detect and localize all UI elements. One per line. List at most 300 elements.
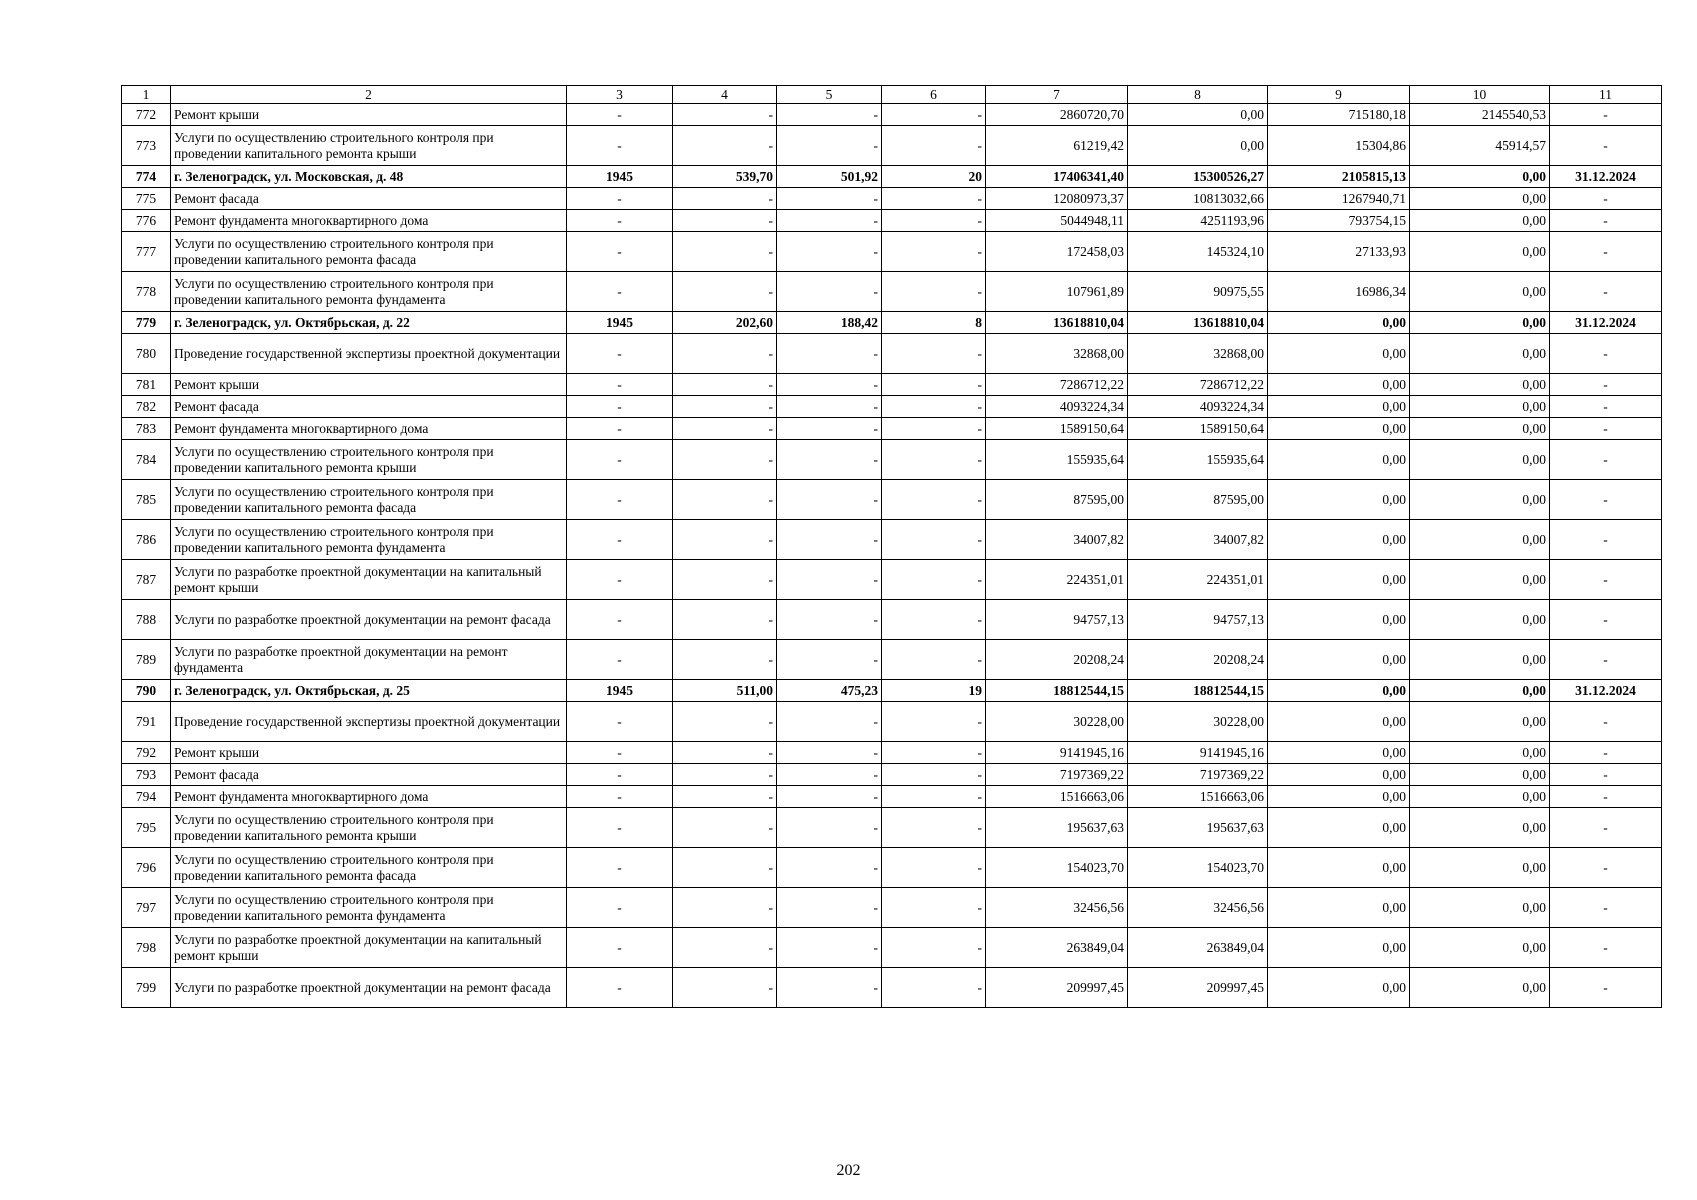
value-cell: 0,00 <box>1410 334 1550 374</box>
value-cell: 0,00 <box>1268 520 1410 560</box>
value-cell: - <box>882 888 986 928</box>
table-row <box>122 418 1662 440</box>
value-cell: 263849,04 <box>986 928 1128 968</box>
value-cell: 20 <box>882 166 986 188</box>
table-row-address <box>122 166 1662 188</box>
value-cell: - <box>673 928 777 968</box>
value-cell: - <box>882 702 986 742</box>
column-number: 11 <box>1550 86 1662 104</box>
value-cell: 12080973,37 <box>986 188 1128 210</box>
table-row <box>122 786 1662 808</box>
table-row <box>122 808 1662 848</box>
value-cell: 1516663,06 <box>1128 786 1268 808</box>
value-cell: - <box>1550 520 1662 560</box>
value-cell: - <box>673 640 777 680</box>
table-row <box>122 374 1662 396</box>
value-cell: - <box>1550 396 1662 418</box>
item-name-cell: Ремонт фундамента многоквартирного дома <box>171 418 567 440</box>
item-name-cell: Ремонт фундамента многоквартирного дома <box>171 786 567 808</box>
value-cell: 34007,82 <box>986 520 1128 560</box>
value-cell: - <box>777 764 882 786</box>
item-name-cell: Ремонт фасада <box>171 396 567 418</box>
row-number-cell: 774 <box>122 166 171 188</box>
value-cell: 0,00 <box>1410 440 1550 480</box>
value-cell: 793754,15 <box>1268 210 1410 232</box>
value-cell: - <box>567 126 673 166</box>
value-cell: 4093224,34 <box>1128 396 1268 418</box>
value-cell: 0,00 <box>1268 968 1410 1008</box>
value-cell: - <box>567 396 673 418</box>
column-number: 10 <box>1410 86 1550 104</box>
row-number-cell: 776 <box>122 210 171 232</box>
value-cell: - <box>882 126 986 166</box>
value-cell: 0,00 <box>1410 888 1550 928</box>
value-cell: 224351,01 <box>986 560 1128 600</box>
table-row <box>122 334 1662 374</box>
value-cell: 0,00 <box>1410 418 1550 440</box>
value-cell: 7197369,22 <box>986 764 1128 786</box>
row-number-cell: 783 <box>122 418 171 440</box>
value-cell: - <box>1550 600 1662 640</box>
value-cell: 0,00 <box>1410 188 1550 210</box>
item-name-cell: Услуги по разработке проектной документации на ремонт фасада <box>171 600 567 640</box>
row-number-cell: 789 <box>122 640 171 680</box>
item-name-cell: Ремонт крыши <box>171 104 567 126</box>
value-cell: 27133,93 <box>1268 232 1410 272</box>
value-cell: - <box>777 188 882 210</box>
value-cell: 90975,55 <box>1128 272 1268 312</box>
value-cell: 17406341,40 <box>986 166 1128 188</box>
value-cell: - <box>882 232 986 272</box>
register-sheet <box>121 85 1661 1008</box>
value-cell: 263849,04 <box>1128 928 1268 968</box>
value-cell: - <box>567 104 673 126</box>
value-cell: - <box>673 104 777 126</box>
value-cell: - <box>777 232 882 272</box>
value-cell: 1945 <box>567 312 673 334</box>
table-row <box>122 210 1662 232</box>
value-cell: - <box>777 104 882 126</box>
value-cell: - <box>777 272 882 312</box>
value-cell: 7197369,22 <box>1128 764 1268 786</box>
value-cell: 30228,00 <box>986 702 1128 742</box>
item-name-cell: Услуги по осуществлению строительного контроля при проведении капитального ремонта фундамента <box>171 888 567 928</box>
value-cell: 0,00 <box>1268 786 1410 808</box>
value-cell: 94757,13 <box>1128 600 1268 640</box>
value-cell: - <box>673 848 777 888</box>
item-name-cell: Услуги по осуществлению строительного контроля при проведении капитального ремонта фундамента <box>171 272 567 312</box>
value-cell: - <box>567 848 673 888</box>
value-cell: - <box>673 888 777 928</box>
value-cell: - <box>882 968 986 1008</box>
item-name-cell: Услуги по осуществлению строительного контроля при проведении капитального ремонта фасада <box>171 848 567 888</box>
table-row <box>122 104 1662 126</box>
value-cell: 475,23 <box>777 680 882 702</box>
item-name-cell: Услуги по разработке проектной документации на ремонт фасада <box>171 968 567 1008</box>
value-cell: 1589150,64 <box>986 418 1128 440</box>
value-cell: - <box>777 888 882 928</box>
row-number-cell: 787 <box>122 560 171 600</box>
value-cell: 0,00 <box>1268 764 1410 786</box>
value-cell: - <box>777 786 882 808</box>
value-cell: 0,00 <box>1410 968 1550 1008</box>
value-cell: - <box>567 440 673 480</box>
value-cell: 0,00 <box>1410 272 1550 312</box>
value-cell: 15304,86 <box>1268 126 1410 166</box>
row-number-cell: 792 <box>122 742 171 764</box>
value-cell: - <box>1550 126 1662 166</box>
value-cell: 501,92 <box>777 166 882 188</box>
item-name-cell: Услуги по осуществлению строительного контроля при проведении капитального ремонта фасада <box>171 480 567 520</box>
table-row-address <box>122 680 1662 702</box>
value-cell: - <box>673 418 777 440</box>
value-cell: - <box>882 210 986 232</box>
item-name-cell: Услуги по разработке проектной документации на ремонт фундамента <box>171 640 567 680</box>
value-cell: - <box>673 560 777 600</box>
value-cell: - <box>673 272 777 312</box>
value-cell: - <box>1550 232 1662 272</box>
value-cell: 2860720,70 <box>986 104 1128 126</box>
table-row <box>122 968 1662 1008</box>
table-row <box>122 520 1662 560</box>
value-cell: - <box>567 232 673 272</box>
column-number: 9 <box>1268 86 1410 104</box>
table-row <box>122 848 1662 888</box>
item-name-cell: Услуги по осуществлению строительного контроля при проведении капитального ремонта крыши <box>171 808 567 848</box>
value-cell: - <box>567 188 673 210</box>
value-cell: 15300526,27 <box>1128 166 1268 188</box>
value-cell: - <box>567 374 673 396</box>
value-cell: - <box>673 126 777 166</box>
value-cell: - <box>777 480 882 520</box>
value-cell: 18812544,15 <box>1128 680 1268 702</box>
value-cell: 0,00 <box>1410 232 1550 272</box>
value-cell: - <box>673 374 777 396</box>
value-cell: - <box>882 560 986 600</box>
value-cell: - <box>1550 440 1662 480</box>
value-cell: 0,00 <box>1268 418 1410 440</box>
value-cell: 4093224,34 <box>986 396 1128 418</box>
column-number-row <box>122 86 1662 104</box>
column-number: 1 <box>122 86 171 104</box>
value-cell: - <box>1550 742 1662 764</box>
value-cell: - <box>882 374 986 396</box>
value-cell: - <box>777 848 882 888</box>
value-cell: 195637,63 <box>986 808 1128 848</box>
value-cell: 224351,01 <box>1128 560 1268 600</box>
item-name-cell: Услуги по осуществлению строительного контроля при проведении капитального ремонта фасада <box>171 232 567 272</box>
item-name-cell: Ремонт крыши <box>171 742 567 764</box>
row-number-cell: 795 <box>122 808 171 848</box>
value-cell: 0,00 <box>1268 742 1410 764</box>
table-body <box>122 104 1662 1008</box>
table-row <box>122 640 1662 680</box>
value-cell: 0,00 <box>1410 764 1550 786</box>
item-name-cell: г. Зеленоградск, ул. Московская, д. 48 <box>171 166 567 188</box>
value-cell: 0,00 <box>1268 702 1410 742</box>
value-cell: - <box>1550 272 1662 312</box>
value-cell: - <box>882 848 986 888</box>
value-cell: - <box>882 640 986 680</box>
value-cell: 31.12.2024 <box>1550 680 1662 702</box>
value-cell: 107961,89 <box>986 272 1128 312</box>
value-cell: 539,70 <box>673 166 777 188</box>
table-row <box>122 928 1662 968</box>
value-cell: 61219,42 <box>986 126 1128 166</box>
value-cell: 1267940,71 <box>1268 188 1410 210</box>
column-number: 2 <box>171 86 567 104</box>
value-cell: 8 <box>882 312 986 334</box>
table-row <box>122 600 1662 640</box>
value-cell: - <box>673 520 777 560</box>
item-name-cell: г. Зеленоградск, ул. Октябрьская, д. 25 <box>171 680 567 702</box>
value-cell: - <box>567 600 673 640</box>
page-number: 202 <box>836 1162 861 1179</box>
row-number-cell: 798 <box>122 928 171 968</box>
value-cell: - <box>777 396 882 418</box>
value-cell: - <box>1550 560 1662 600</box>
value-cell: - <box>882 272 986 312</box>
value-cell: - <box>1550 480 1662 520</box>
value-cell: - <box>673 440 777 480</box>
row-number-cell: 779 <box>122 312 171 334</box>
value-cell: 154023,70 <box>1128 848 1268 888</box>
value-cell: 0,00 <box>1410 786 1550 808</box>
value-cell: - <box>777 968 882 1008</box>
value-cell: 2105815,13 <box>1268 166 1410 188</box>
value-cell: 0,00 <box>1410 374 1550 396</box>
row-number-cell: 786 <box>122 520 171 560</box>
table-row <box>122 188 1662 210</box>
value-cell: 0,00 <box>1410 312 1550 334</box>
value-cell: 13618810,04 <box>986 312 1128 334</box>
value-cell: 0,00 <box>1410 848 1550 888</box>
value-cell: - <box>567 640 673 680</box>
value-cell: - <box>777 126 882 166</box>
value-cell: - <box>673 764 777 786</box>
table-row <box>122 480 1662 520</box>
value-cell: 31.12.2024 <box>1550 166 1662 188</box>
value-cell: - <box>673 210 777 232</box>
value-cell: - <box>1550 928 1662 968</box>
value-cell: 155935,64 <box>986 440 1128 480</box>
value-cell: 10813032,66 <box>1128 188 1268 210</box>
row-number-cell: 794 <box>122 786 171 808</box>
value-cell: - <box>1550 210 1662 232</box>
value-cell: - <box>777 928 882 968</box>
item-name-cell: Проведение государственной экспертизы проектной документации <box>171 702 567 742</box>
value-cell: 0,00 <box>1268 396 1410 418</box>
value-cell: - <box>777 520 882 560</box>
value-cell: 34007,82 <box>1128 520 1268 560</box>
value-cell: - <box>673 232 777 272</box>
value-cell: 0,00 <box>1410 640 1550 680</box>
value-cell: 32456,56 <box>1128 888 1268 928</box>
table-row-address <box>122 312 1662 334</box>
value-cell: 32868,00 <box>1128 334 1268 374</box>
value-cell: - <box>673 480 777 520</box>
value-cell: 0,00 <box>1410 808 1550 848</box>
value-cell: 0,00 <box>1410 742 1550 764</box>
item-name-cell: Услуги по осуществлению строительного контроля при проведении капитального ремонта фундамента <box>171 520 567 560</box>
value-cell: 31.12.2024 <box>1550 312 1662 334</box>
item-name-cell: Услуги по осуществлению строительного контроля при проведении капитального ремонта крыши <box>171 126 567 166</box>
value-cell: - <box>1550 188 1662 210</box>
value-cell: - <box>1550 640 1662 680</box>
value-cell: - <box>777 560 882 600</box>
value-cell: - <box>882 808 986 848</box>
value-cell: - <box>1550 104 1662 126</box>
row-number-cell: 796 <box>122 848 171 888</box>
value-cell: 209997,45 <box>1128 968 1268 1008</box>
table-row <box>122 764 1662 786</box>
value-cell: - <box>777 742 882 764</box>
value-cell: - <box>1550 786 1662 808</box>
value-cell: 13618810,04 <box>1128 312 1268 334</box>
value-cell: 0,00 <box>1410 520 1550 560</box>
value-cell: - <box>567 968 673 1008</box>
value-cell: - <box>1550 702 1662 742</box>
value-cell: 0,00 <box>1268 928 1410 968</box>
value-cell: 87595,00 <box>986 480 1128 520</box>
value-cell: 209997,45 <box>986 968 1128 1008</box>
column-number: 5 <box>777 86 882 104</box>
value-cell: - <box>567 786 673 808</box>
value-cell: - <box>882 104 986 126</box>
row-number-cell: 788 <box>122 600 171 640</box>
value-cell: - <box>882 764 986 786</box>
value-cell: - <box>673 396 777 418</box>
table-row <box>122 126 1662 166</box>
value-cell: 145324,10 <box>1128 232 1268 272</box>
value-cell: - <box>777 808 882 848</box>
row-number-cell: 793 <box>122 764 171 786</box>
value-cell: - <box>777 702 882 742</box>
value-cell: - <box>673 742 777 764</box>
value-cell: 9141945,16 <box>1128 742 1268 764</box>
row-number-cell: 797 <box>122 888 171 928</box>
value-cell: 0,00 <box>1268 480 1410 520</box>
value-cell: - <box>882 600 986 640</box>
column-number: 3 <box>567 86 673 104</box>
value-cell: 1516663,06 <box>986 786 1128 808</box>
value-cell: - <box>567 764 673 786</box>
value-cell: - <box>673 702 777 742</box>
value-cell: - <box>777 440 882 480</box>
value-cell: 30228,00 <box>1128 702 1268 742</box>
row-number-cell: 775 <box>122 188 171 210</box>
value-cell: 0,00 <box>1410 928 1550 968</box>
value-cell: 20208,24 <box>1128 640 1268 680</box>
row-number-cell: 780 <box>122 334 171 374</box>
value-cell: 32868,00 <box>986 334 1128 374</box>
item-name-cell: Ремонт фасада <box>171 764 567 786</box>
value-cell: 20208,24 <box>986 640 1128 680</box>
value-cell: - <box>567 808 673 848</box>
value-cell: 195637,63 <box>1128 808 1268 848</box>
value-cell: - <box>1550 334 1662 374</box>
row-number-cell: 785 <box>122 480 171 520</box>
value-cell: 2145540,53 <box>1410 104 1550 126</box>
row-number-cell: 784 <box>122 440 171 480</box>
row-number-cell: 791 <box>122 702 171 742</box>
value-cell: 0,00 <box>1268 374 1410 396</box>
value-cell: - <box>567 480 673 520</box>
value-cell: - <box>882 334 986 374</box>
item-name-cell: Услуги по разработке проектной документации на капитальный ремонт крыши <box>171 560 567 600</box>
value-cell: 0,00 <box>1268 440 1410 480</box>
value-cell: 45914,57 <box>1410 126 1550 166</box>
value-cell: 0,00 <box>1410 480 1550 520</box>
value-cell: 9141945,16 <box>986 742 1128 764</box>
value-cell: 154023,70 <box>986 848 1128 888</box>
value-cell: 19 <box>882 680 986 702</box>
value-cell: - <box>567 418 673 440</box>
capital-repair-table <box>121 85 1662 1008</box>
table-row <box>122 232 1662 272</box>
value-cell: - <box>567 702 673 742</box>
value-cell: - <box>1550 968 1662 1008</box>
value-cell: - <box>673 808 777 848</box>
value-cell: 0,00 <box>1410 702 1550 742</box>
value-cell: 5044948,11 <box>986 210 1128 232</box>
value-cell: 7286712,22 <box>1128 374 1268 396</box>
value-cell: 0,00 <box>1410 600 1550 640</box>
value-cell: 155935,64 <box>1128 440 1268 480</box>
value-cell: - <box>882 520 986 560</box>
value-cell: - <box>1550 764 1662 786</box>
value-cell: - <box>567 742 673 764</box>
table-row <box>122 702 1662 742</box>
row-number-cell: 790 <box>122 680 171 702</box>
column-number: 4 <box>673 86 777 104</box>
value-cell: - <box>673 786 777 808</box>
value-cell: - <box>882 440 986 480</box>
value-cell: 172458,03 <box>986 232 1128 272</box>
value-cell: - <box>567 888 673 928</box>
value-cell: 87595,00 <box>1128 480 1268 520</box>
value-cell: 0,00 <box>1268 334 1410 374</box>
value-cell: - <box>567 928 673 968</box>
value-cell: 0,00 <box>1268 888 1410 928</box>
value-cell: - <box>1550 808 1662 848</box>
value-cell: - <box>777 600 882 640</box>
row-number-cell: 773 <box>122 126 171 166</box>
value-cell: 1945 <box>567 166 673 188</box>
row-number-cell: 772 <box>122 104 171 126</box>
value-cell: - <box>567 520 673 560</box>
value-cell: 511,00 <box>673 680 777 702</box>
item-name-cell: Проведение государственной экспертизы проектной документации <box>171 334 567 374</box>
value-cell: 32456,56 <box>986 888 1128 928</box>
value-cell: - <box>882 396 986 418</box>
value-cell: 0,00 <box>1268 640 1410 680</box>
value-cell: 18812544,15 <box>986 680 1128 702</box>
value-cell: 0,00 <box>1410 560 1550 600</box>
value-cell: 0,00 <box>1268 600 1410 640</box>
value-cell: 0,00 <box>1128 126 1268 166</box>
value-cell: - <box>673 334 777 374</box>
value-cell: 16986,34 <box>1268 272 1410 312</box>
value-cell: 0,00 <box>1410 680 1550 702</box>
column-number: 8 <box>1128 86 1268 104</box>
value-cell: - <box>882 742 986 764</box>
value-cell: - <box>673 600 777 640</box>
value-cell: - <box>1550 374 1662 396</box>
item-name-cell: Услуги по разработке проектной документации на капитальный ремонт крыши <box>171 928 567 968</box>
value-cell: - <box>567 210 673 232</box>
value-cell: - <box>777 640 882 680</box>
